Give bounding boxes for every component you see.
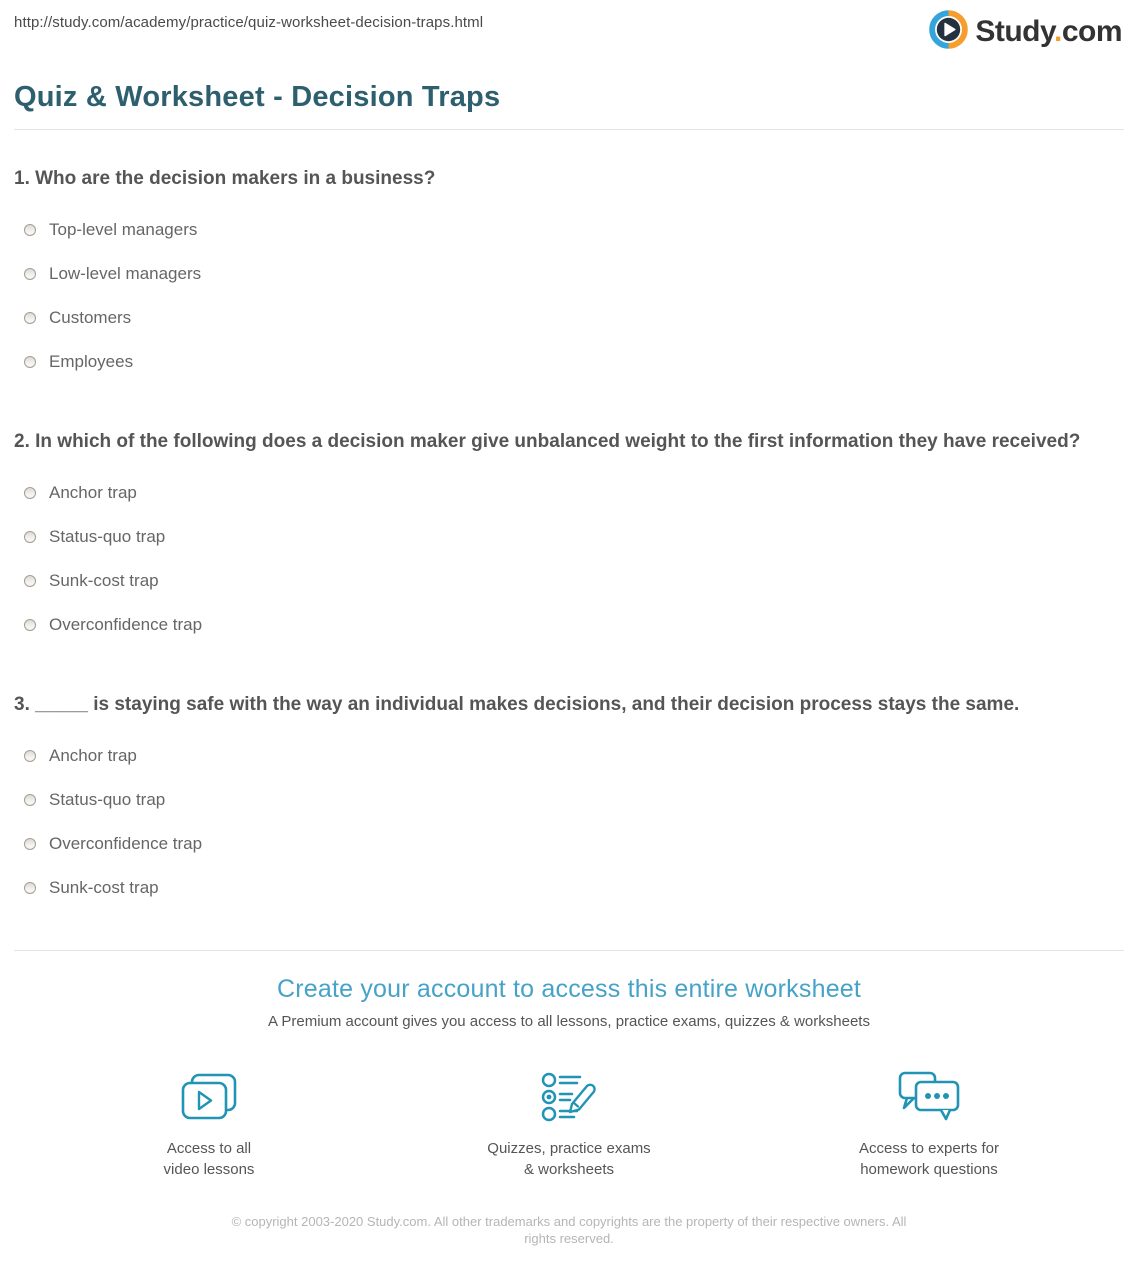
radio-button[interactable]: [24, 838, 36, 850]
option-label: Sunk-cost trap: [49, 571, 159, 590]
question-2: [14, 428, 1124, 647]
option-label: Anchor trap: [49, 746, 137, 765]
radio-button[interactable]: [24, 750, 36, 762]
radio-button[interactable]: [24, 356, 36, 368]
option-row[interactable]: [14, 822, 1124, 866]
feature-quizzes-worksheets: [454, 1066, 684, 1180]
option-row[interactable]: [14, 208, 1124, 252]
page-header: [14, 0, 1124, 54]
quizzes-worksheets-icon: [539, 1066, 599, 1128]
radio-button[interactable]: [24, 794, 36, 806]
feature-homework-experts: [814, 1066, 1044, 1180]
divider: [14, 129, 1124, 130]
option-label: Top-level managers: [49, 220, 198, 239]
feature-video-lessons: [94, 1066, 324, 1180]
option-row[interactable]: [14, 252, 1124, 296]
question-1-options: [14, 208, 1124, 384]
option-row[interactable]: [14, 296, 1124, 340]
option-label: Status-quo trap: [49, 790, 166, 809]
page-title: Quiz & Worksheet - Decision Traps: [14, 81, 501, 113]
radio-button[interactable]: [24, 224, 36, 236]
question-1-heading: 1. Who are the decision makers in a business?: [14, 168, 436, 189]
option-row[interactable]: [14, 340, 1124, 384]
cta-section: [14, 975, 1124, 1180]
option-label: Overconfidence trap: [49, 834, 203, 853]
copyright-text: © copyright 2003-2020 Study.com. All other trademarks and copyrights are the property of their respective owners. All rights reserved.: [231, 1214, 907, 1246]
question-1: [14, 165, 1124, 384]
feature-label: Access to experts for homework questions: [858, 1140, 1000, 1178]
option-row[interactable]: [14, 515, 1124, 559]
question-3-heading: 3. _____ is staying safe with the way an individual makes decisions, and their decision process stays the same.: [14, 694, 1020, 715]
feature-list: [14, 1066, 1124, 1180]
radio-button[interactable]: [24, 312, 36, 324]
option-label: Employees: [49, 352, 134, 371]
page-url: http://study.com/academy/practice/quiz-worksheet-decision-traps.html: [14, 14, 484, 31]
video-lessons-icon: [180, 1066, 238, 1128]
option-row[interactable]: [14, 866, 1124, 910]
option-label: Overconfidence trap: [49, 615, 203, 634]
radio-button[interactable]: [24, 882, 36, 894]
cta-heading: Create your account to access this entire worksheet: [276, 975, 862, 1003]
chat-experts-icon: [897, 1066, 961, 1128]
page-footer: [14, 1213, 1124, 1275]
question-3-options: [14, 734, 1124, 910]
option-row[interactable]: [14, 778, 1124, 822]
radio-button[interactable]: [24, 531, 36, 543]
logo-wordmark: Study.com: [975, 15, 1122, 48]
radio-button[interactable]: [24, 487, 36, 499]
feature-label: Quizzes, practice exams & worksheets: [487, 1140, 651, 1178]
option-label: Sunk-cost trap: [49, 878, 159, 897]
option-label: Customers: [49, 308, 132, 327]
cta-subheading: A Premium account gives you access to all lessons, practice exams, quizzes & worksheets: [268, 1013, 870, 1030]
divider: [14, 950, 1124, 951]
radio-button[interactable]: [24, 619, 36, 631]
option-row[interactable]: [14, 471, 1124, 515]
question-2-heading: 2. In which of the following does a decision maker give unbalanced weight to the first information they have received?: [14, 431, 1081, 452]
option-row[interactable]: [14, 559, 1124, 603]
feature-label: Access to all video lessons: [163, 1140, 255, 1178]
radio-button[interactable]: [24, 575, 36, 587]
option-label: Status-quo trap: [49, 527, 166, 546]
studycom-logo[interactable]: [929, 10, 1124, 54]
question-3: [14, 691, 1124, 910]
option-row[interactable]: [14, 603, 1124, 647]
radio-button[interactable]: [24, 268, 36, 280]
option-row[interactable]: [14, 734, 1124, 778]
option-label: Low-level managers: [49, 264, 202, 283]
question-2-options: [14, 471, 1124, 647]
play-circle-icon: [929, 10, 968, 54]
option-label: Anchor trap: [49, 483, 137, 502]
